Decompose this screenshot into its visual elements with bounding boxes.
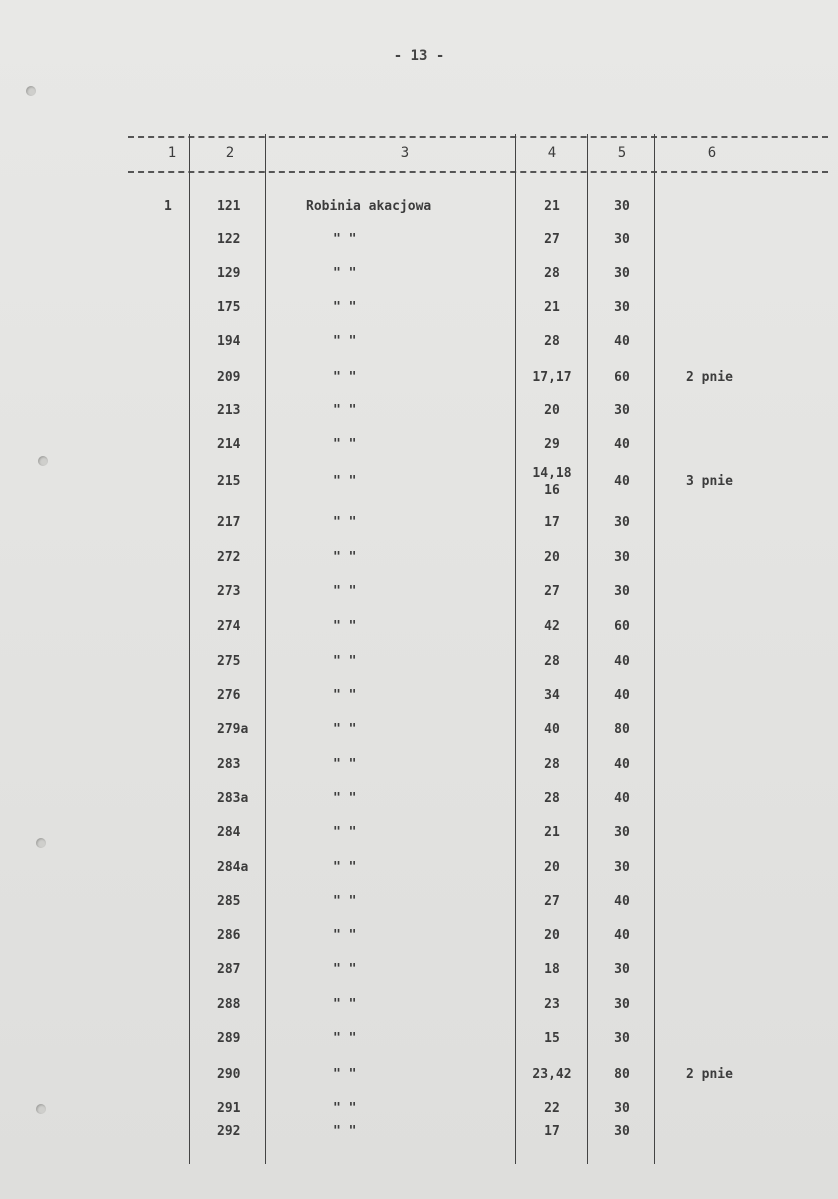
diameter-value: 28 [544, 654, 560, 669]
tree-number: 291 [217, 1101, 241, 1116]
diameter-value: 20 [544, 860, 560, 875]
tree-number: 285 [217, 894, 241, 909]
column-header-2: 2 [225, 145, 235, 161]
ditto-mark: " " [333, 1124, 357, 1139]
height-value: 30 [614, 825, 630, 840]
height-value: 40 [614, 654, 630, 669]
ditto-mark: " " [333, 928, 357, 943]
tree-number: 209 [217, 370, 241, 385]
diameter-value: 28 [544, 791, 560, 806]
ditto-mark: " " [333, 232, 357, 247]
height-value: 40 [614, 334, 630, 349]
column-header-3: 3 [400, 145, 410, 161]
ditto-mark: " " [333, 437, 357, 452]
tree-number: 288 [217, 997, 241, 1012]
height-value: 30 [614, 860, 630, 875]
diameter-value: 16 [544, 483, 560, 498]
group-number: 1 [164, 199, 172, 214]
diameter-value: 28 [544, 757, 560, 772]
ditto-mark: " " [333, 403, 357, 418]
diameter-value: 42 [544, 619, 560, 634]
tree-number: 272 [217, 550, 241, 565]
tree-number: 273 [217, 584, 241, 599]
diameter-value: 23 [544, 997, 560, 1012]
diameter-value: 40 [544, 722, 560, 737]
tree-number: 283 [217, 757, 241, 772]
diameter-value: 17 [544, 1124, 560, 1139]
tree-number: 121 [217, 199, 241, 214]
punch-hole [36, 838, 46, 848]
tree-number: 292 [217, 1124, 241, 1139]
height-value: 40 [614, 474, 630, 489]
column-header-4: 4 [547, 145, 557, 161]
punch-hole [38, 456, 48, 466]
diameter-value: 28 [544, 334, 560, 349]
column-divider [189, 134, 190, 1164]
column-divider [265, 134, 266, 1164]
height-value: 30 [614, 1101, 630, 1116]
height-value: 40 [614, 928, 630, 943]
diameter-value: 15 [544, 1031, 560, 1046]
tree-number: 129 [217, 266, 241, 281]
note-value: 2 pnie [686, 1067, 733, 1082]
diameter-value: 20 [544, 928, 560, 943]
tree-number: 214 [217, 437, 241, 452]
page-number: - 13 - [393, 48, 445, 64]
height-value: 30 [614, 300, 630, 315]
ditto-mark: " " [333, 860, 357, 875]
tree-number: 279a [217, 722, 249, 737]
height-value: 40 [614, 688, 630, 703]
diameter-value: 28 [544, 266, 560, 281]
ditto-mark: " " [333, 791, 357, 806]
height-value: 30 [614, 997, 630, 1012]
height-value: 40 [614, 437, 630, 452]
ditto-mark: " " [333, 474, 357, 489]
tree-number: 175 [217, 300, 241, 315]
diameter-value: 17 [544, 515, 560, 530]
species-name: Robinia akacjowa [306, 199, 432, 214]
punch-hole [26, 86, 36, 96]
ditto-mark: " " [333, 997, 357, 1012]
tree-number: 290 [217, 1067, 241, 1082]
diameter-value: 23,42 [532, 1067, 572, 1082]
diameter-value: 29 [544, 437, 560, 452]
tree-number: 194 [217, 334, 241, 349]
header-bottom-rule [128, 171, 828, 173]
ditto-mark: " " [333, 1067, 357, 1082]
height-value: 30 [614, 403, 630, 418]
ditto-mark: " " [333, 584, 357, 599]
diameter-value: 17,17 [532, 370, 572, 385]
diameter-value: 14,18 [532, 466, 572, 481]
tree-number: 283a [217, 791, 249, 806]
diameter-value: 22 [544, 1101, 560, 1116]
diameter-value: 21 [544, 825, 560, 840]
ditto-mark: " " [333, 654, 357, 669]
ditto-mark: " " [333, 300, 357, 315]
note-value: 2 pnie [686, 370, 733, 385]
column-header-6: 6 [707, 145, 717, 161]
diameter-value: 34 [544, 688, 560, 703]
punch-hole [36, 1104, 46, 1114]
diameter-value: 20 [544, 403, 560, 418]
tree-number: 284 [217, 825, 241, 840]
header-top-rule [128, 136, 828, 138]
ditto-mark: " " [333, 515, 357, 530]
height-value: 40 [614, 791, 630, 806]
diameter-value: 18 [544, 962, 560, 977]
ditto-mark: " " [333, 757, 357, 772]
height-value: 40 [614, 757, 630, 772]
ditto-mark: " " [333, 370, 357, 385]
height-value: 30 [614, 1031, 630, 1046]
diameter-value: 21 [544, 199, 560, 214]
tree-number: 287 [217, 962, 241, 977]
diameter-value: 27 [544, 894, 560, 909]
tree-number: 276 [217, 688, 241, 703]
height-value: 30 [614, 232, 630, 247]
tree-number: 284a [217, 860, 249, 875]
ditto-mark: " " [333, 962, 357, 977]
tree-number: 275 [217, 654, 241, 669]
ditto-mark: " " [333, 722, 357, 737]
tree-number: 217 [217, 515, 241, 530]
ditto-mark: " " [333, 334, 357, 349]
ditto-mark: " " [333, 619, 357, 634]
ditto-mark: " " [333, 1031, 357, 1046]
tree-number: 215 [217, 474, 241, 489]
ditto-mark: " " [333, 688, 357, 703]
note-value: 3 pnie [686, 474, 733, 489]
column-header-1: 1 [167, 145, 177, 161]
diameter-value: 21 [544, 300, 560, 315]
height-value: 30 [614, 1124, 630, 1139]
height-value: 30 [614, 266, 630, 281]
tree-number: 286 [217, 928, 241, 943]
height-value: 60 [614, 370, 630, 385]
ditto-mark: " " [333, 1101, 357, 1116]
tree-number: 274 [217, 619, 241, 634]
height-value: 30 [614, 199, 630, 214]
column-header-5: 5 [617, 145, 627, 161]
ditto-mark: " " [333, 550, 357, 565]
height-value: 80 [614, 1067, 630, 1082]
ditto-mark: " " [333, 894, 357, 909]
tree-number: 213 [217, 403, 241, 418]
diameter-value: 20 [544, 550, 560, 565]
height-value: 80 [614, 722, 630, 737]
diameter-value: 27 [544, 584, 560, 599]
ditto-mark: " " [333, 266, 357, 281]
height-value: 40 [614, 894, 630, 909]
tree-number: 122 [217, 232, 241, 247]
height-value: 30 [614, 584, 630, 599]
height-value: 30 [614, 962, 630, 977]
height-value: 60 [614, 619, 630, 634]
height-value: 30 [614, 515, 630, 530]
diameter-value: 27 [544, 232, 560, 247]
tree-number: 289 [217, 1031, 241, 1046]
ditto-mark: " " [333, 825, 357, 840]
height-value: 30 [614, 550, 630, 565]
